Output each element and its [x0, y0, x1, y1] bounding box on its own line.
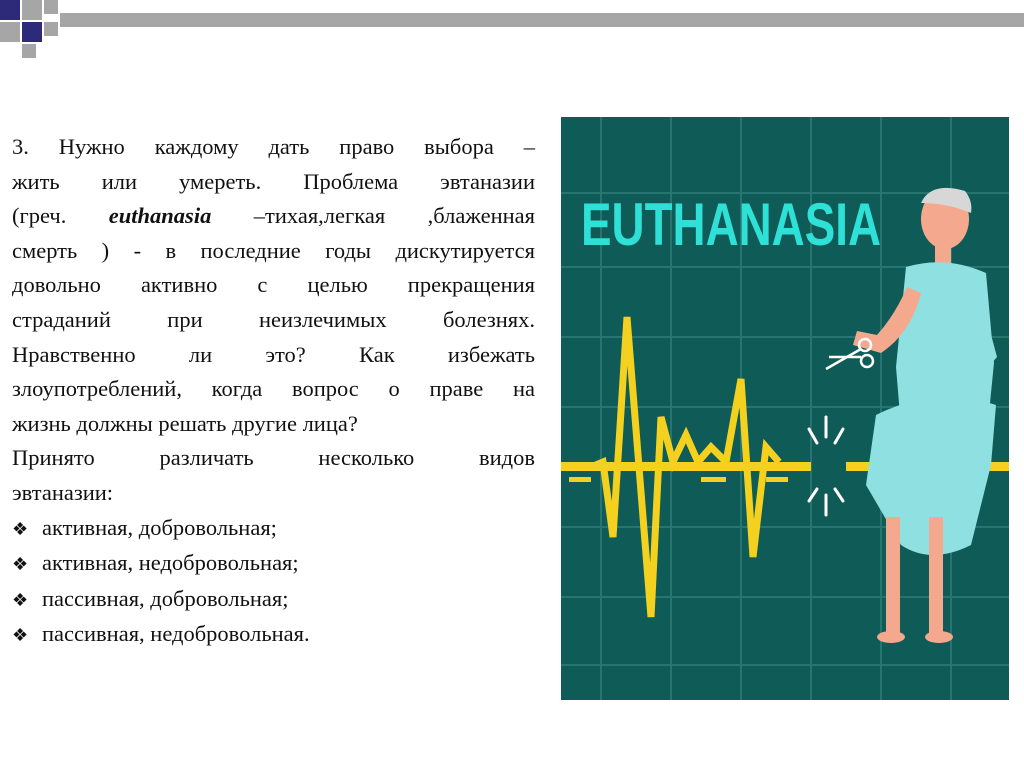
greek-term: euthanasia — [108, 203, 212, 229]
list-item — [12, 582, 535, 618]
list-item-text: пассивная, недобровольная. — [42, 621, 310, 647]
list-item — [12, 617, 535, 653]
greek-prefix: (греч. — [12, 203, 109, 229]
deco-square-2 — [22, 0, 42, 20]
header-bar — [60, 13, 1024, 27]
list-item-text: пассивная, добровольная; — [42, 585, 289, 611]
diamond-bullet-icon: ❖ — [12, 518, 29, 539]
text-line: довольно активно с целью прекращения — [12, 272, 535, 298]
text-line: смерть ) - в последние годы дискутируется — [12, 237, 535, 263]
deco-square-4 — [22, 22, 42, 42]
intro-line: эвтаназии: — [12, 479, 114, 505]
deco-square-3 — [44, 0, 58, 14]
main-paragraph — [12, 130, 535, 441]
text-line: жизнь должны решать другие лица? — [12, 410, 358, 436]
list-item-text: активная, добровольная; — [42, 514, 277, 540]
text-line: страданий при неизлечимых болезнях. — [12, 306, 535, 332]
text-line: 3. Нужно каждому дать право выбора – — [12, 134, 535, 159]
text-line: злоупотреблений, когда вопрос о праве на — [12, 376, 535, 402]
deco-square-5 — [0, 22, 20, 42]
deco-square-6 — [44, 22, 58, 36]
illustration-title: EUTHANASIA — [581, 191, 881, 258]
euthanasia-types-list — [12, 511, 535, 653]
diamond-bullet-icon: ❖ — [12, 589, 29, 610]
list-item — [12, 546, 535, 582]
intro-paragraph — [12, 441, 535, 510]
greek-line — [12, 199, 535, 234]
deco-square-1 — [0, 0, 20, 20]
greek-suffix: –тихая,легкая ,блаженная — [211, 203, 535, 229]
list-item-text: активная, недобровольная; — [42, 550, 299, 576]
list-item — [12, 511, 535, 547]
text-line: жить или умереть. Проблема эвтаназии — [12, 168, 535, 194]
text-line: Нравственно ли это? Как избежать — [12, 341, 535, 367]
euthanasia-illustration — [561, 117, 1009, 700]
intro-line: Принято различать несколько видов — [12, 445, 535, 471]
slide-text — [12, 130, 535, 653]
deco-square-7 — [22, 44, 36, 58]
diamond-bullet-icon: ❖ — [12, 625, 29, 646]
diamond-bullet-icon: ❖ — [12, 554, 29, 575]
